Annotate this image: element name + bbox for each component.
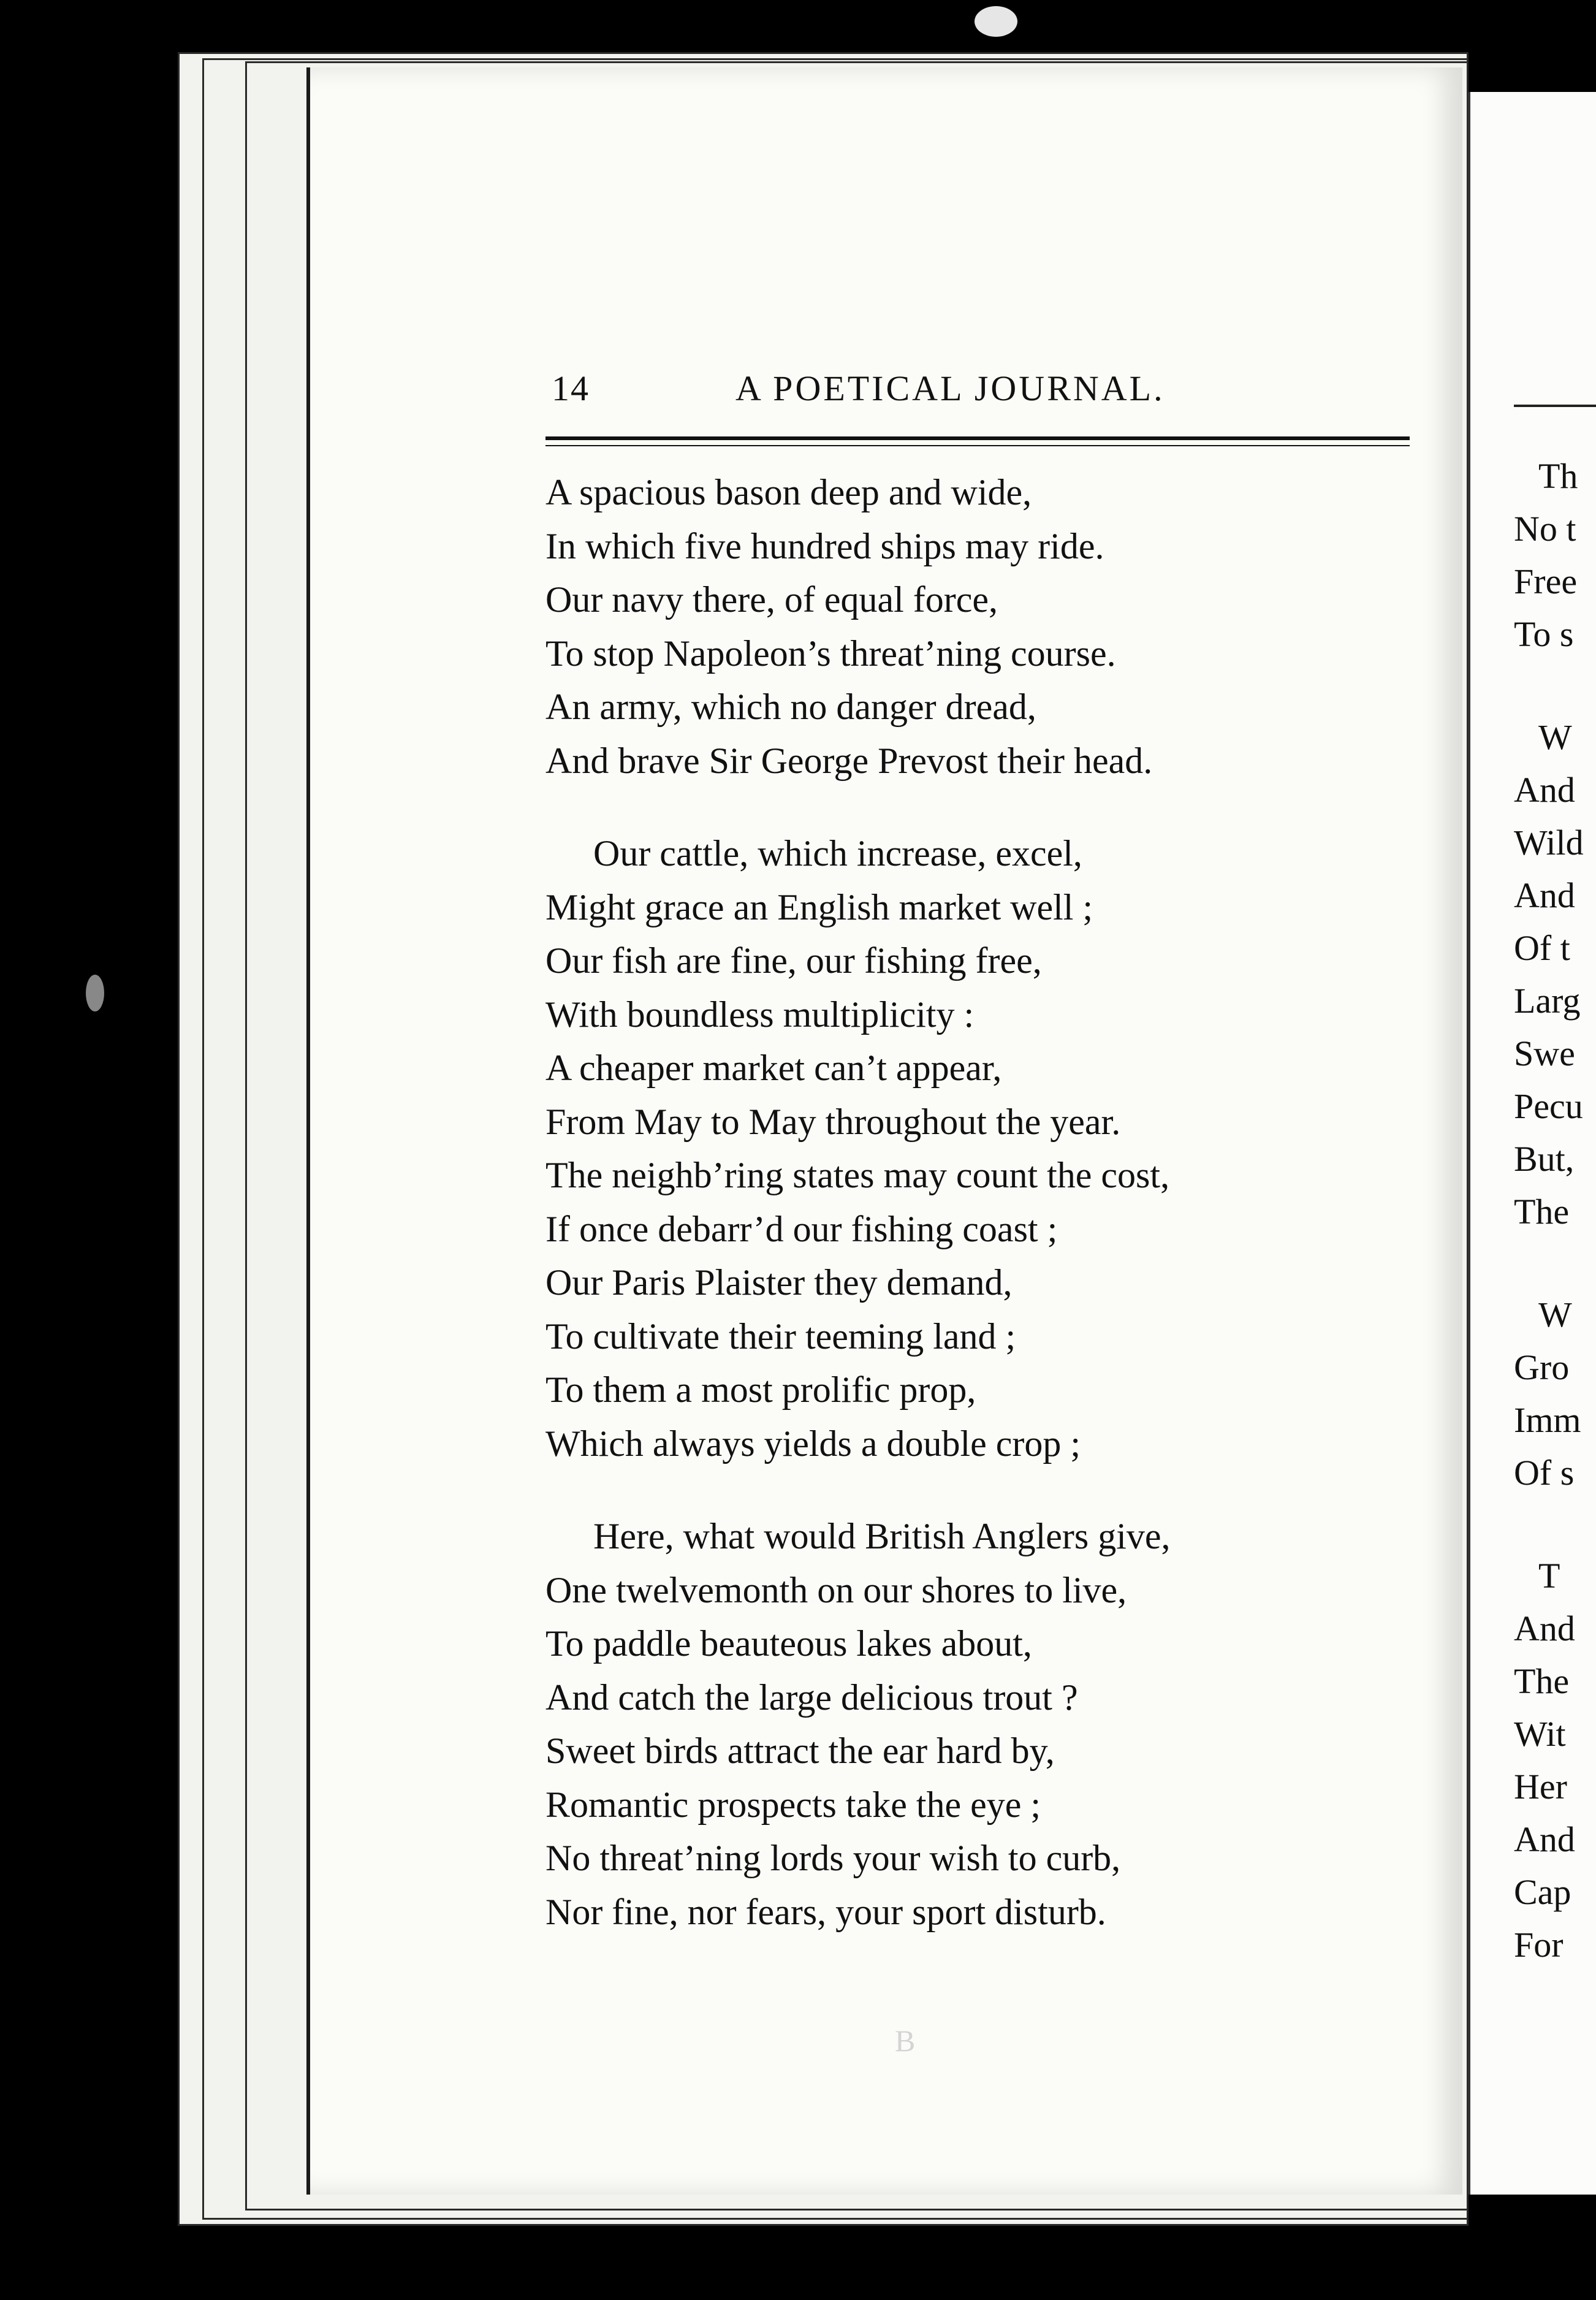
verse-line: Here, what would British Anglers give, — [593, 1516, 1171, 1556]
verse-line: With boundless multiplicity : — [545, 994, 975, 1035]
verse-line: One twelvemonth on our shores to live, — [545, 1569, 1127, 1610]
verse-line: In which five hundred ships may ride. — [545, 525, 1104, 566]
running-head: A POETICAL JOURNAL. — [735, 368, 1165, 408]
poem-body — [545, 466, 1416, 1978]
stanza-3 — [545, 1510, 1416, 1939]
facing-line: And — [1514, 875, 1575, 915]
facing-header-rule — [1514, 405, 1596, 425]
verse-line: Which always yields a double crop ; — [545, 1423, 1081, 1464]
dust-speck — [975, 6, 1017, 37]
facing-line: T — [1538, 1556, 1560, 1596]
verse-line: Our Paris Plaister they demand, — [545, 1262, 1013, 1303]
header-rule-thick — [545, 436, 1410, 440]
verse-line: To stop Napoleon’s threat’ning course. — [545, 633, 1116, 674]
page-number: 14 — [552, 368, 590, 408]
header-rule-thin — [545, 445, 1410, 446]
facing-line: For — [1514, 1925, 1564, 1965]
verse-line: To cultivate their teeming land ; — [545, 1316, 1016, 1357]
facing-line: No t — [1514, 509, 1576, 549]
facing-line: Cap — [1514, 1872, 1571, 1912]
facing-line: Of s — [1514, 1453, 1575, 1493]
facing-stanza-4 — [1514, 1550, 1596, 1971]
verse-line: And catch the large delicious trout ? — [545, 1677, 1078, 1718]
facing-line: Her — [1514, 1767, 1567, 1807]
verse-line: If once debarr’d our fishing coast ; — [545, 1208, 1058, 1249]
verse-line: An army, which no danger dread, — [545, 687, 1036, 727]
verse-line: A cheaper market can’t appear, — [545, 1048, 1002, 1088]
facing-line: To s — [1514, 614, 1574, 654]
facing-line: W — [1538, 717, 1572, 757]
facing-line: Pecu — [1514, 1086, 1583, 1126]
facing-line: Larg — [1514, 981, 1581, 1021]
verse-line: Might grace an English market well ; — [545, 886, 1093, 927]
facing-line: W — [1538, 1295, 1572, 1335]
verse-line: Our navy there, of equal force, — [545, 579, 998, 620]
facing-line: And — [1514, 1819, 1575, 1859]
facing-line: Free — [1514, 562, 1578, 601]
facing-line: Imm — [1514, 1400, 1581, 1440]
facing-line: Swe — [1514, 1034, 1575, 1073]
verse-line: The neighb’ring states may count the cost, — [545, 1155, 1170, 1195]
facing-line: The — [1514, 1661, 1570, 1701]
verse-line: A spacious bason deep and wide, — [545, 472, 1032, 512]
page-header — [552, 368, 1404, 417]
verse-line: Sweet birds attract the ear hard by, — [545, 1731, 1055, 1771]
facing-line: The — [1514, 1192, 1570, 1232]
verse-line: Nor fine, nor fears, your sport disturb. — [545, 1891, 1106, 1932]
dust-speck — [86, 975, 104, 1011]
stanza-2 — [545, 827, 1416, 1471]
verse-line: To paddle beauteous lakes about, — [545, 1623, 1032, 1664]
facing-line: Wit — [1514, 1714, 1566, 1754]
verse-line: And brave Sir George Prevost their head. — [545, 740, 1153, 781]
verse-line: Our fish are fine, our fishing free, — [545, 940, 1042, 981]
facing-line: But, — [1514, 1139, 1575, 1179]
verse-line: Romantic prospects take the eye ; — [545, 1784, 1041, 1825]
facing-line: Wild — [1514, 823, 1584, 862]
facing-stanza-3 — [1514, 1289, 1596, 1499]
verse-line: Our cattle, which increase, excel, — [593, 833, 1082, 874]
facing-page-fragment — [1514, 405, 1596, 2022]
facing-line: And — [1514, 1609, 1575, 1648]
facing-line: And — [1514, 770, 1575, 810]
verse-line: No threat’ning lords your wish to curb, — [545, 1838, 1121, 1878]
facing-stanza-1 — [1514, 450, 1596, 661]
facing-line: Of t — [1514, 928, 1570, 968]
facing-line: Th — [1538, 456, 1578, 496]
verse-line: To them a most prolific prop, — [545, 1369, 976, 1410]
facing-stanza-2 — [1514, 711, 1596, 1238]
facing-line: Gro — [1514, 1347, 1570, 1387]
signature-mark: B — [895, 2024, 916, 2058]
stanza-1 — [545, 466, 1416, 788]
verse-line: From May to May throughout the year. — [545, 1101, 1121, 1142]
